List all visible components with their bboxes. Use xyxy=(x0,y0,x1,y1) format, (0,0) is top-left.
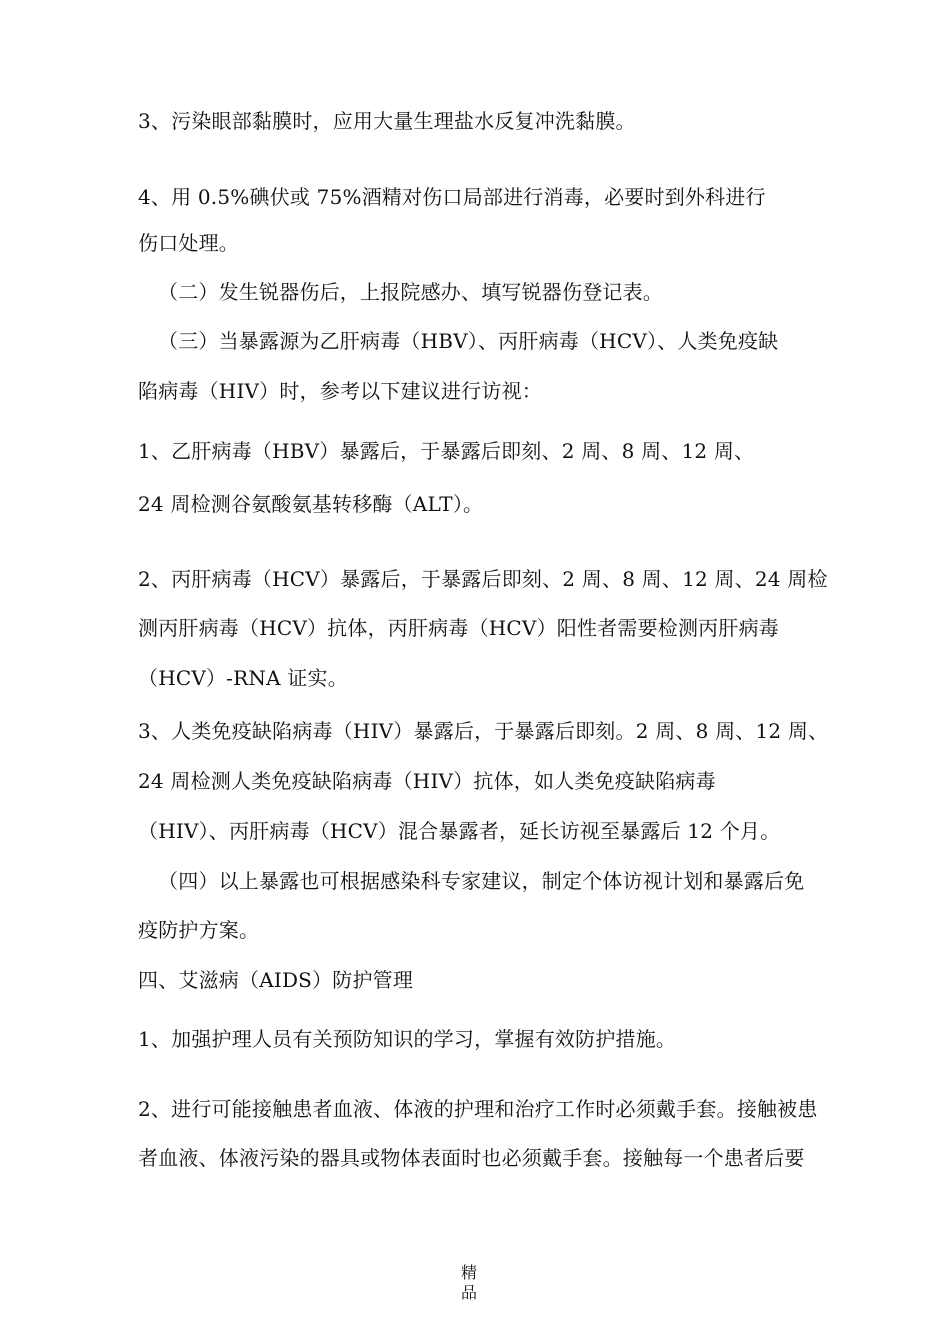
text-line: 伤口处理。 xyxy=(138,231,239,255)
text-line: 1、乙肝病毒（HBV）暴露后，于暴露后即刻、2 周、8 周、12 周、 xyxy=(138,439,755,463)
text-line: （三）当暴露源为乙肝病毒（HBV）、丙肝病毒（HCV）、人类免疫缺 xyxy=(158,329,779,353)
text-line: 测丙肝病毒（HCV）抗体，丙肝病毒（HCV）阳性者需要检测丙肝病毒 xyxy=(138,616,779,640)
text-line: （二）发生锐器伤后，上报院感办、填写锐器伤登记表。 xyxy=(158,280,663,304)
section-heading: 四、艾滋病（AIDS）防护管理 xyxy=(138,968,414,992)
text-line: 1、加强护理人员有关预防知识的学习，掌握有效防护措施。 xyxy=(138,1027,677,1051)
text-line: 3、人类免疫缺陷病毒（HIV）暴露后，于暴露后即刻。2 周、8 周、12 周、 xyxy=(138,719,829,743)
text-line: 疫防护方案。 xyxy=(138,918,260,942)
text-line: 3、污染眼部黏膜时，应用大量生理盐水反复冲洗黏膜。 xyxy=(138,109,636,133)
text-line: 者血液、体液污染的器具或物体表面时也必须戴手套。接触每一个患者后要 xyxy=(138,1146,805,1170)
text-line: 4、用 0.5%碘伏或 75%酒精对伤口局部进行消毒，必要时到外科进行 xyxy=(138,185,766,209)
text-line: 24 周检测谷氨酸氨基转移酶（ALT）。 xyxy=(138,492,484,516)
footer-mark: 精 xyxy=(460,1263,477,1282)
text-line: （四）以上暴露也可根据感染科专家建议，制定个体访视计划和暴露后免 xyxy=(158,869,805,893)
text-line: 陷病毒（HIV）时，参考以下建议进行访视： xyxy=(138,379,542,403)
text-line: （HIV）、丙肝病毒（HCV）混合暴露者，延长访视至暴露后 12 个月。 xyxy=(138,819,781,843)
footer-mark: 品 xyxy=(460,1283,477,1302)
text-line: 2、丙肝病毒（HCV）暴露后，于暴露后即刻、2 周、8 周、12 周、24 周检 xyxy=(138,567,828,591)
text-line: 24 周检测人类免疫缺陷病毒（HIV）抗体，如人类免疫缺陷病毒 xyxy=(138,769,716,793)
text-line: （HCV）-RNA 证实。 xyxy=(138,666,348,690)
text-line: 2、进行可能接触患者血液、体液的护理和治疗工作时必须戴手套。接触被患 xyxy=(138,1097,818,1121)
